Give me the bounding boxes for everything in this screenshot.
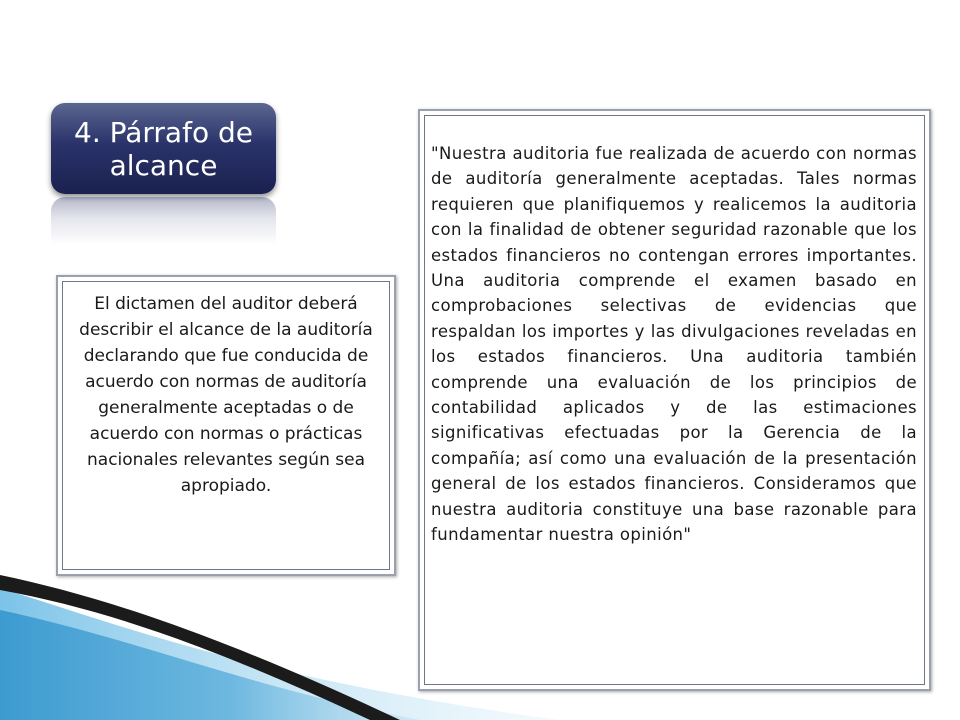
- section-title-line2: alcance: [109, 148, 218, 182]
- section-title: [51, 103, 276, 194]
- section-title-reflection: [51, 197, 276, 245]
- description-box: [56, 275, 396, 576]
- decorative-wave: [0, 570, 560, 720]
- description-text: El dictamen del auditor deberá describir el alcance de la auditoría declarando que fue conducida de acuerdo con normas de auditoría generalmente aceptadas o de acuerdo con normas o prácticas nacionales relevantes según sea apropiado.: [79, 294, 373, 496]
- section-title-line1: 4. Párrafo de: [74, 115, 253, 149]
- example-paragraph-text: "Nuestra auditoria fue realizada de acuerdo con normas de auditoría generalmente aceptadas. Tales normas requieren que planifiquemos y realicemos la auditoria con la finalidad de obtener seguridad razonable que los estados financieros no contengan errores importantes. Una auditoria comprende el examen basado en comprobaciones selectivas de evidencias que respaldan los importes y las divulgaciones reveladas en los estados financieros. Una auditoria también comprende una evaluación de los principios de contabilidad aplicados y de las estimaciones significativas efectuadas por la Gerencia de la compañía; así como una evaluación de la presentación general de los estados financieros. Consideramos que nuestra auditoria constituye una base razonable para fundamentar nuestra opinión": [431, 144, 917, 545]
